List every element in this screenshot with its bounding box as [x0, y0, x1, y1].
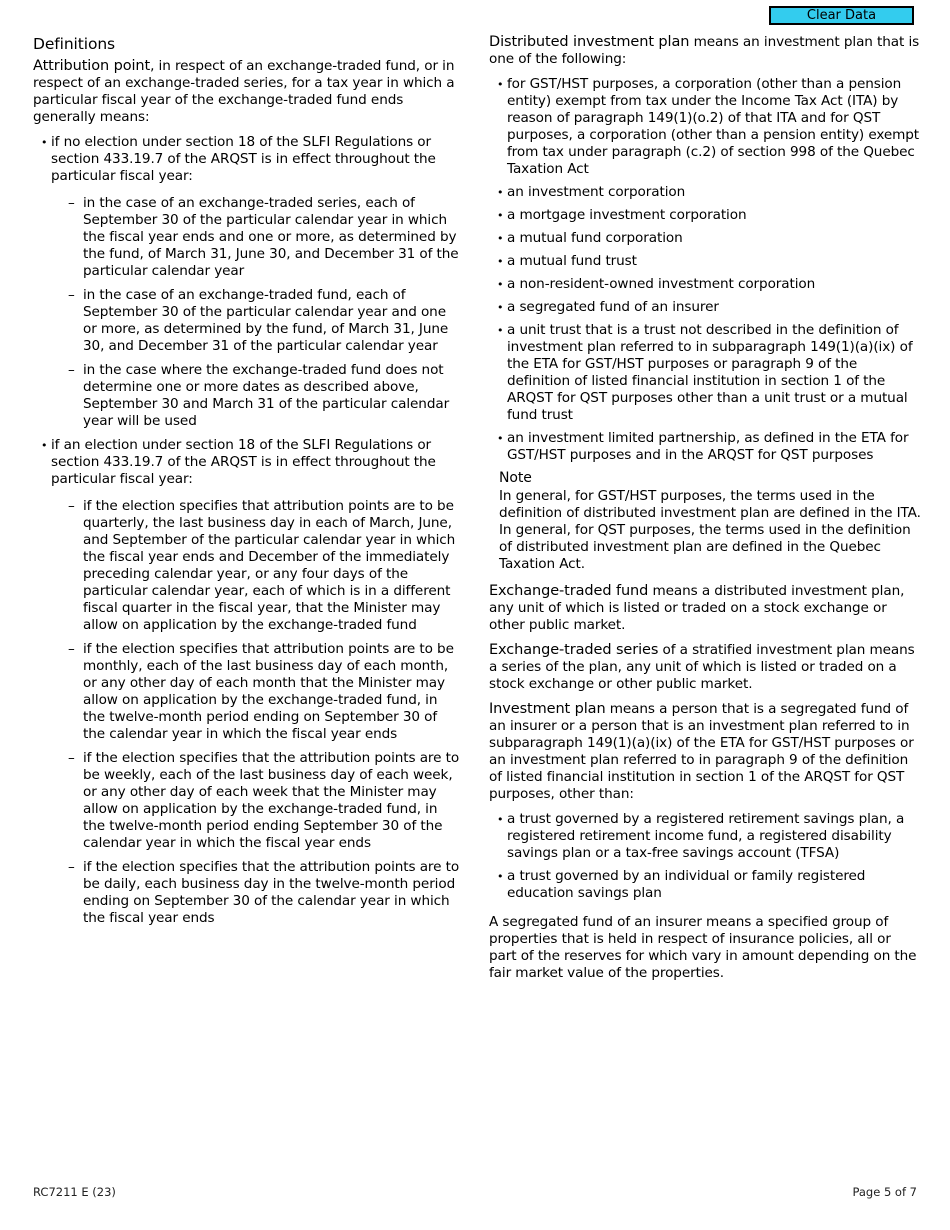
distributed-investment-plan-list	[489, 76, 921, 464]
definition-text: means a distributed investment plan, any unit of which is listed or traded on a stock exchange or other public market.	[489, 583, 905, 633]
exchange-traded-fund-definition	[489, 583, 921, 634]
note-text: In general, for GST/HST purposes, the terms used in the definition of distributed investment plan are defined in the ITA. In general, for QST purposes, the terms used in the definition of distributed investment plan are defined in the Quebec Taxation Act.	[499, 488, 921, 572]
attribution-bullets	[33, 134, 463, 927]
page-number: Page 5 of 7	[852, 1185, 917, 1199]
distributed-investment-plan-term: Distributed investment plan	[489, 34, 690, 50]
exchange-traded-series-term: Exchange-traded series	[489, 642, 659, 658]
left-column	[33, 34, 463, 934]
sub-list	[51, 498, 463, 927]
list-item: • an investment limited partnership, as defined in the ETA for GST/HST purposes and in the ARQST for QST purposes	[489, 430, 921, 464]
sub-list	[51, 195, 463, 430]
right-column	[489, 34, 921, 990]
definitions-heading: Definitions	[33, 35, 116, 53]
definition-text: of a stratified investment plan means a series of the plan, any unit of which is listed or traded on a stock exchange or other public market.	[489, 642, 915, 692]
attribution-point-term: Attribution point	[33, 58, 151, 74]
list-item: – if the election specifies that attribution points are to be monthly, each of the last business day of each month, or any other day of each month that the Minister may allow on application by the exchange-traded fund, in the twelve-month period ending on September 30 of the calendar year in which the fiscal year ends	[51, 641, 463, 743]
bullet-text: if an election under section 18 of the SLFI Regulations or section 433.19.7 of the ARQST is in effect throughout the particular fiscal year:	[51, 437, 436, 487]
exchange-traded-fund-term: Exchange-traded fund	[489, 583, 649, 599]
list-item: – in the case where the exchange-traded fund does not determine one or more dates as described above, September 30 and March 31 of the particular calendar year will be used	[51, 362, 463, 430]
attribution-point-text: , in respect of an exchange-traded fund, or in respect of an exchange-traded series, for a tax year in which a particular fiscal year of the exchange-traded fund ends generally means:	[33, 58, 455, 125]
list-item: • a trust governed by an individual or family registered education savings plan	[489, 868, 921, 902]
investment-plan-term: Investment plan	[489, 701, 606, 717]
list-item: – in the case of an exchange-traded fund, each of September 30 of the particular calendar year and one or more, as determined by the fund, of March 31, June 30, and December 31 of the particular calendar year	[51, 287, 463, 355]
list-item: • for GST/HST purposes, a corporation (other than a pension entity) exempt from tax under the Income Tax Act (ITA) by reason of paragraph 149(1)(o.2) of that ITA and for QST purposes, a corporation (other than a pension entity) exempt from tax under paragraph (c.2) of section 998 of the Quebec Taxation Act	[489, 76, 921, 178]
list-item: • a unit trust that is a trust not described in the definition of investment plan referred to in subparagraph 149(1)(a)(ix) of the ETA for GST/HST purposes or paragraph 9 of the definition of listed financial institution in section 1 of the ARQST for QST purposes other than a unit trust or a mutual fund trust	[489, 322, 921, 424]
list-item: • a segregated fund of an insurer	[489, 299, 921, 316]
note-title: Note	[499, 470, 532, 486]
investment-plan-exclusions	[489, 811, 921, 902]
list-item: – if the election specifies that attribution points are to be quarterly, the last business day in each of March, June, and September of the particular calendar year in which the fiscal year ends and December of the immediately preceding calendar year, or any four days of the particular calendar year, each of which is in a different fiscal quarter in the fiscal year, that the Minister may allow on application by the exchange-traded fund	[51, 498, 463, 634]
list-item	[33, 437, 463, 927]
note-box	[489, 470, 921, 573]
attribution-point-definition	[33, 58, 463, 126]
distributed-investment-plan-definition	[489, 34, 921, 68]
list-item: • a non-resident-owned investment corporation	[489, 276, 921, 293]
exchange-traded-series-definition	[489, 642, 921, 693]
list-item	[33, 134, 463, 430]
list-item: • a mutual fund trust	[489, 253, 921, 270]
list-item: • a mortgage investment corporation	[489, 207, 921, 224]
list-item: • an investment corporation	[489, 184, 921, 201]
clear-data-button[interactable]: Clear Data	[769, 6, 914, 25]
definition-text: means an investment plan that is one of the following:	[489, 34, 920, 67]
definition-text: means a person that is a segregated fund of an insurer or a person that is an investment plan referred to in subparagraph 149(1)(a)(ix) of the ETA for GST/HST purposes or an investment plan referred to in paragraph 9 of the definition of listed financial institution in section 1 of the ARQST for QST purposes, other than:	[489, 701, 914, 802]
list-item: – if the election specifies that the attribution points are to be weekly, each of the last business day of each week, or any other day of each week that the Minister may allow on application by the exchange-traded fund, in the twelve-month period ending September 30 of the calendar year in which the fiscal year ends	[51, 750, 463, 852]
list-item: – if the election specifies that the attribution points are to be daily, each business day in the twelve-month period ending on September 30 of the calendar year in which the fiscal year ends	[51, 859, 463, 927]
list-item: • a trust governed by a registered retirement savings plan, a registered retirement income fund, a registered disability savings plan or a tax-free savings account (TFSA)	[489, 811, 921, 862]
form-id: RC7211 E (23)	[33, 1185, 116, 1199]
list-item: – in the case of an exchange-traded series, each of September 30 of the particular calendar year in which the fiscal year ends and one or more, as determined by the fund, of March 31, June 30, and December 31 of the particular calendar year	[51, 195, 463, 280]
list-item: • a mutual fund corporation	[489, 230, 921, 247]
segregated-fund-paragraph: A segregated fund of an insurer means a specified group of properties that is held in respect of insurance policies, all or part of the reserves for which vary in amount depending on the fair market value of the properties.	[489, 914, 917, 981]
investment-plan-definition	[489, 701, 921, 803]
bullet-text: if no election under section 18 of the SLFI Regulations or section 433.19.7 of the ARQST is in effect throughout the particular fiscal year:	[51, 134, 436, 184]
